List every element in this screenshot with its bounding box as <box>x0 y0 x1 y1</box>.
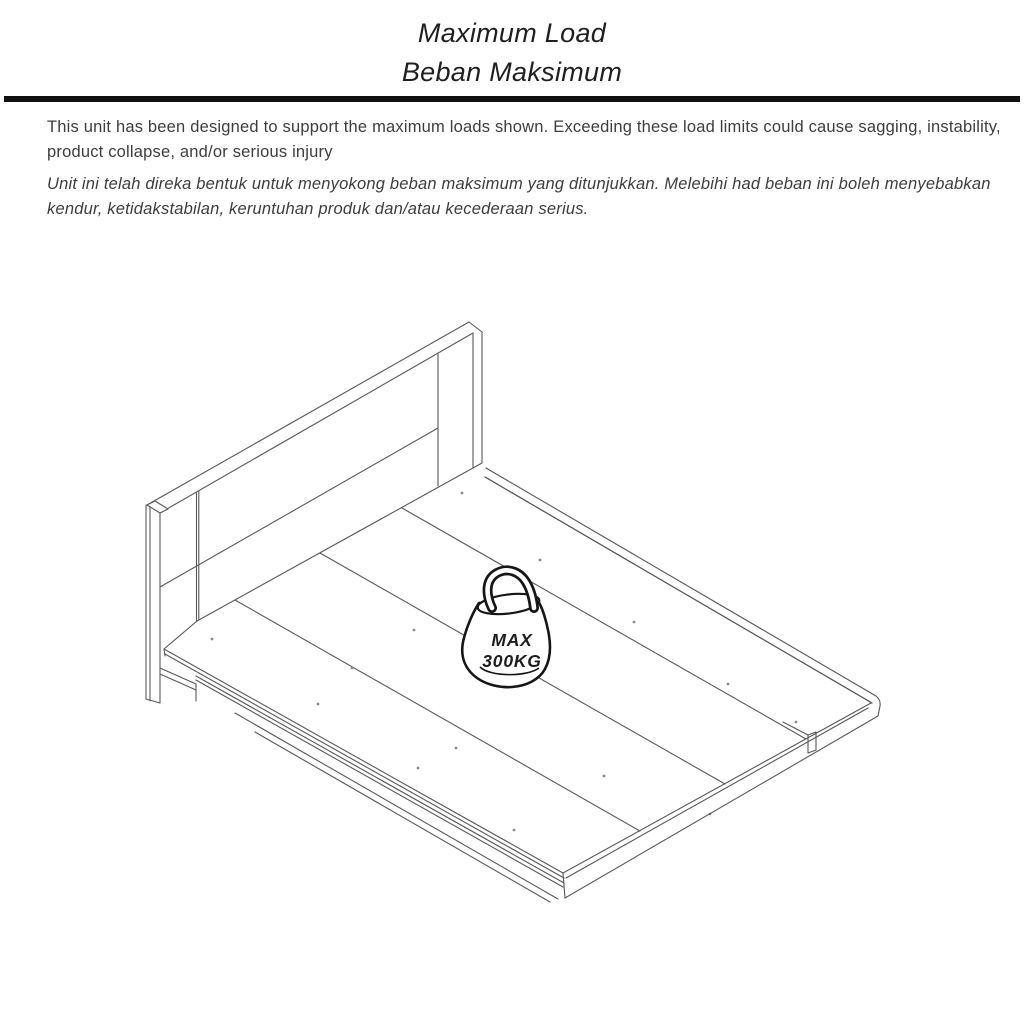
bed-isometric-diagram <box>0 240 1024 1024</box>
header-divider-rule <box>4 96 1020 102</box>
page-title-english: Maximum Load <box>417 18 607 48</box>
max-load-label-line2: 300KG <box>482 651 542 671</box>
warning-text-english: This unit has been designed to support the maximum loads shown. Exceeding these load limits could cause sagging, instability, product collapse, and/or serious injury <box>47 118 1001 161</box>
page-title-block <box>0 14 1024 92</box>
page-title-malay: Beban Maksimum <box>401 57 623 87</box>
warning-text-malay: Unit ini telah direka bentuk untuk menyokong beban maksimum yang ditunjukkan. Melebihi had beban ini boleh menyebabkan kendur, ketidakstabilan, keruntuhan produk dan/atau kecederaan serius. <box>47 175 991 218</box>
max-load-label-line1: MAX <box>491 630 533 650</box>
